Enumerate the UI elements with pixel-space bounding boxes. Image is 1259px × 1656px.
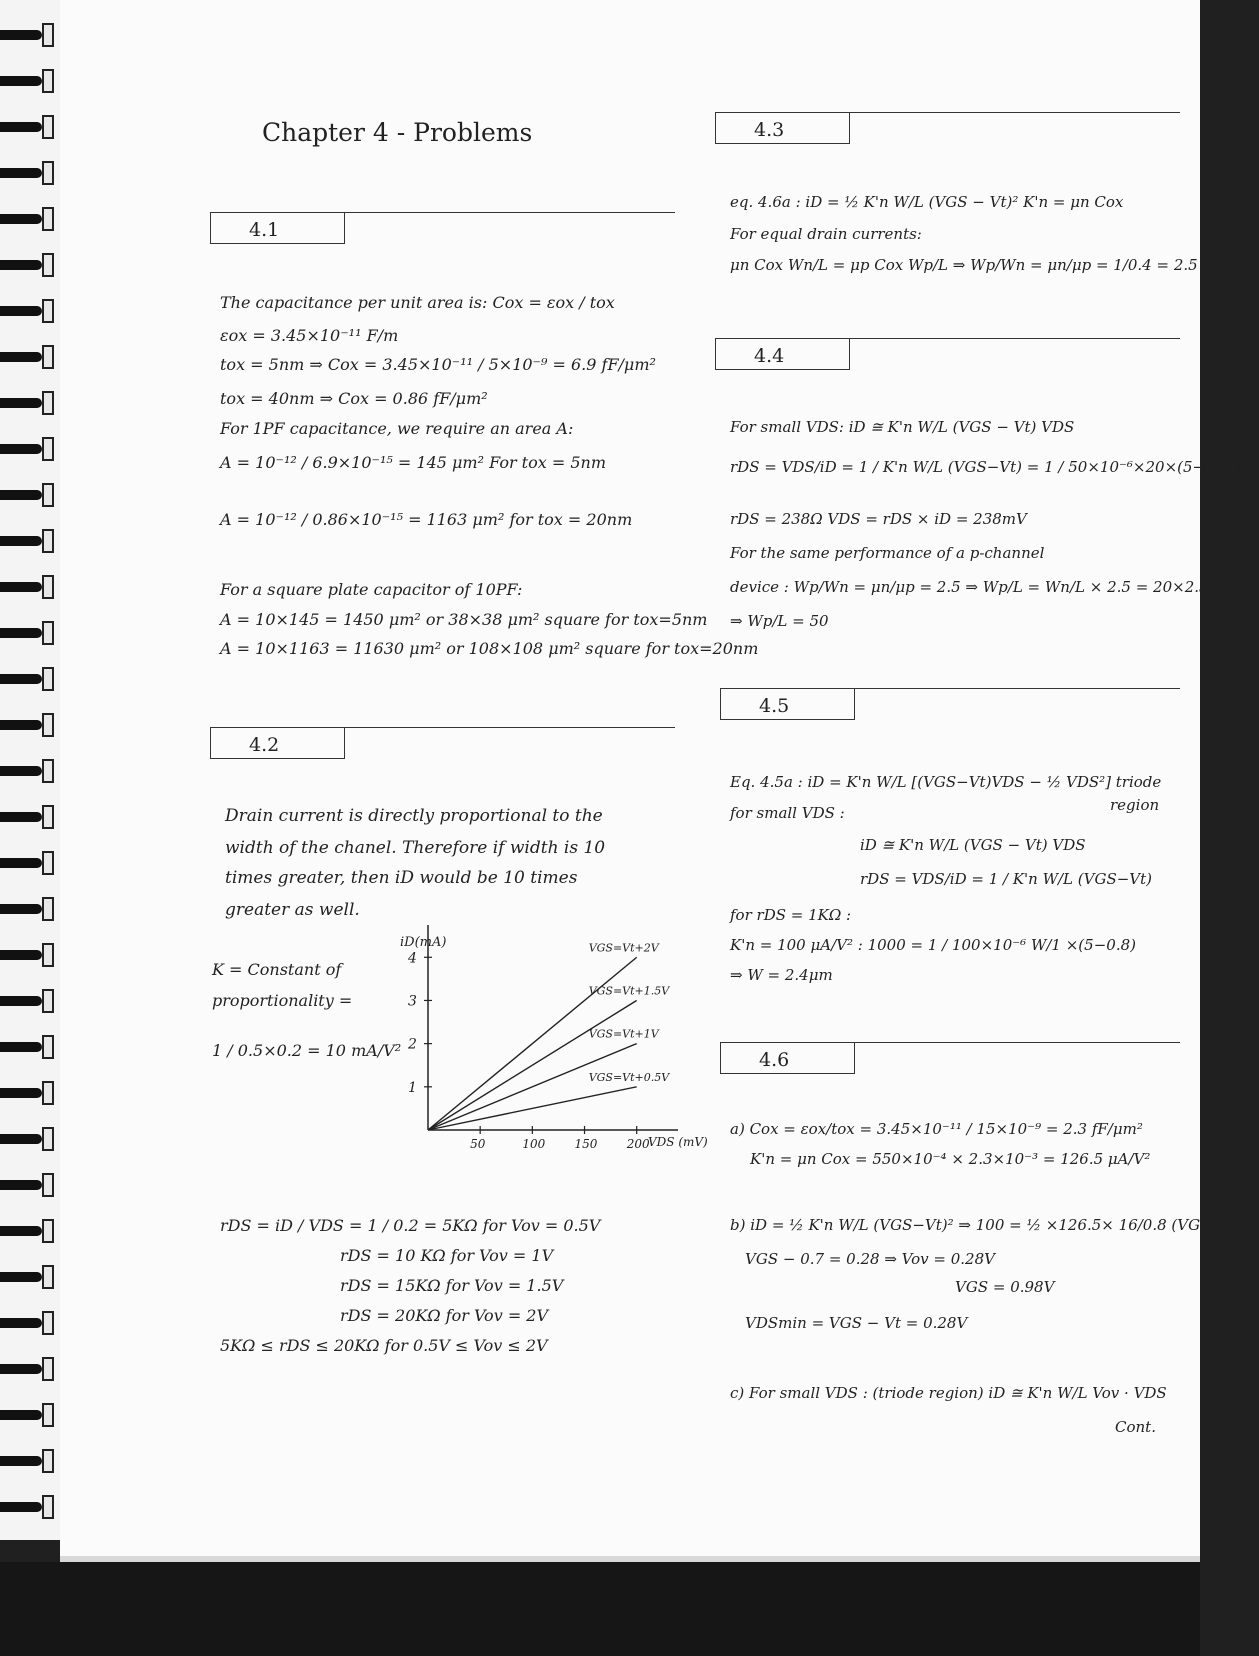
page-title: Chapter 4 - Problems	[262, 118, 533, 147]
problem-box-4-5	[720, 688, 855, 720]
problem-label: 4.3	[754, 119, 785, 141]
handwritten-line: For small VDS: iD ≅ K'n W/L (VGS − Vt) VDS	[730, 418, 1075, 436]
binding-ring	[0, 1364, 42, 1374]
binding-ring	[0, 260, 42, 270]
divider-line	[855, 1042, 1180, 1043]
binding-ring	[0, 30, 42, 40]
handwritten-line: rDS = 238Ω VDS = rDS × iD = 238mV	[730, 510, 1027, 528]
handwritten-line: c) For small VDS : (triode region) iD ≅ K'n W/L Vov · VDS	[730, 1384, 1167, 1402]
scan-background	[0, 1562, 1200, 1656]
binding-ring	[0, 674, 42, 684]
problem-label: 4.1	[249, 219, 280, 241]
binding-ring	[0, 352, 42, 362]
binding-ring	[0, 1318, 42, 1328]
divider-line	[855, 688, 1180, 689]
binding-ring	[0, 444, 42, 454]
y-tick-label: 1	[408, 1079, 417, 1096]
handwritten-line: εox = 3.45×10⁻¹¹ F/m	[220, 326, 399, 345]
x-tick-label: 50	[470, 1137, 486, 1151]
binding-ring	[0, 122, 42, 132]
handwritten-line: The capacitance per unit area is: Cox = εox / tox	[220, 293, 615, 312]
divider-line	[345, 212, 675, 213]
handwritten-line: VGS = 0.98V	[955, 1278, 1055, 1296]
handwritten-line: rDS = 10 KΩ for Vov = 1V	[340, 1246, 554, 1265]
handwritten-line: For 1PF capacitance, we require an area A:	[220, 419, 574, 438]
handwritten-line: For a square plate capacitor of 10PF:	[220, 580, 523, 599]
binding-ring	[0, 812, 42, 822]
binding-ring	[0, 1042, 42, 1052]
handwritten-line: rDS = iD / VDS = 1 / 0.2 = 5KΩ for Vov = 0.5V	[220, 1216, 601, 1235]
series-label: VGS=Vt+2V	[588, 941, 659, 955]
problem-box-4-1	[210, 212, 345, 244]
binding-ring	[0, 858, 42, 868]
handwritten-line: K = Constant of	[212, 960, 342, 979]
id-vds-graph	[370, 930, 708, 1180]
handwritten-line: region	[1110, 796, 1160, 814]
series-line	[428, 1044, 637, 1130]
problem-box-4-6	[720, 1042, 855, 1074]
handwritten-line: width of the chanel. Therefore if width is 10	[225, 838, 606, 858]
handwritten-line: rDS = VDS/iD = 1 / K'n W/L (VGS−Vt) = 1 / 50×10⁻⁶×20×(5−0.8)	[730, 458, 1235, 476]
binding-ring	[0, 536, 42, 546]
problem-label: 4.4	[754, 345, 785, 367]
handwritten-line: b) iD = ½ K'n W/L (VGS−Vt)² ⇒ 100 = ½ ×126.5× 16/0.8 (VGS−0.7)²	[730, 1216, 1259, 1234]
problem-label: 4.2	[249, 734, 280, 756]
x-tick-label: 150	[574, 1137, 598, 1151]
binding-ring	[0, 720, 42, 730]
series-label: VGS=Vt+0.5V	[588, 1070, 670, 1084]
handwritten-line: A = 10×145 = 1450 μm² or 38×38 μm² square for tox=5nm	[220, 610, 708, 629]
y-axis-label: iD(mA)	[400, 935, 447, 950]
binding-ring	[0, 904, 42, 914]
binding-ring	[0, 1088, 42, 1098]
binding-ring	[0, 1502, 42, 1512]
x-axis-label: VDS (mV)	[648, 1135, 708, 1149]
handwritten-line: A = 10⁻¹² / 0.86×10⁻¹⁵ = 1163 μm² for tox = 20nm	[220, 510, 633, 529]
series-line	[428, 1000, 637, 1130]
handwritten-line: 5KΩ ≤ rDS ≤ 20KΩ for 0.5V ≤ Vov ≤ 2V	[220, 1336, 548, 1355]
problem-box-4-3	[715, 112, 850, 144]
handwritten-line: times greater, then iD would be 10 times	[225, 868, 578, 888]
y-tick-label: 3	[408, 993, 417, 1010]
problem-label: 4.6	[759, 1049, 790, 1071]
binding-ring	[0, 1226, 42, 1236]
problem-box-4-2	[210, 727, 345, 759]
handwritten-line: iD ≅ K'n W/L (VGS − Vt) VDS	[860, 836, 1086, 854]
handwritten-line: For equal drain currents:	[730, 225, 922, 243]
handwritten-line: For the same performance of a p-channel	[730, 544, 1045, 562]
binding-ring	[0, 398, 42, 408]
binding-ring	[0, 490, 42, 500]
handwritten-line: K'n = μn Cox = 550×10⁻⁴ × 2.3×10⁻³ = 126.5 μA/V²	[750, 1150, 1151, 1168]
binding-ring	[0, 582, 42, 592]
series-label: VGS=Vt+1V	[588, 1027, 659, 1041]
handwritten-line: proportionality =	[212, 991, 353, 1010]
binding-ring	[0, 168, 42, 178]
handwritten-line: rDS = 20KΩ for Vov = 2V	[340, 1306, 549, 1325]
handwritten-line: VDSmin = VGS − Vt = 0.28V	[745, 1314, 968, 1332]
handwritten-line: VGS − 0.7 = 0.28 ⇒ Vov = 0.28V	[745, 1250, 995, 1268]
y-tick-label: 4	[408, 950, 417, 967]
series-line	[428, 957, 637, 1130]
handwritten-line: Eq. 4.5a : iD = K'n W/L [(VGS−Vt)VDS − ½ VDS²] triode	[730, 773, 1162, 791]
divider-line	[850, 338, 1180, 339]
handwritten-line: for rDS = 1KΩ :	[730, 906, 852, 924]
handwritten-line: K'n = 100 μA/V² : 1000 = 1 / 100×10⁻⁶ W/1 ×(5−0.8)	[730, 936, 1136, 954]
handwritten-line: tox = 40nm ⇒ Cox = 0.86 fF/μm²	[220, 389, 488, 408]
handwritten-line: rDS = VDS/iD = 1 / K'n W/L (VGS−Vt)	[860, 870, 1153, 888]
x-tick-label: 200	[626, 1137, 650, 1151]
chart-svg	[370, 930, 708, 1180]
divider-line	[345, 727, 675, 728]
series-label: VGS=Vt+1.5V	[588, 984, 670, 998]
handwritten-line: ⇒ Wp/L = 50	[730, 612, 829, 630]
binding-ring	[0, 1456, 42, 1466]
handwritten-line: tox = 5nm ⇒ Cox = 3.45×10⁻¹¹ / 5×10⁻⁹ = 6.9 fF/μm²	[220, 355, 656, 374]
handwritten-line: A = 10⁻¹² / 6.9×10⁻¹⁵ = 145 μm² For tox = 5nm	[220, 453, 606, 472]
binding-ring	[0, 1272, 42, 1282]
handwritten-line: Drain current is directly proportional to the	[225, 806, 603, 826]
binding-ring	[0, 766, 42, 776]
handwritten-line: rDS = 15KΩ for Vov = 1.5V	[340, 1276, 564, 1295]
handwritten-line: μn Cox Wn/L = μp Cox Wp/L ⇒ Wp/Wn = μn/μp = 1/0.4 = 2.5	[730, 256, 1198, 274]
handwritten-line: a) Cox = εox/tox = 3.45×10⁻¹¹ / 15×10⁻⁹ = 2.3 fF/μm²	[730, 1120, 1143, 1138]
handwritten-line: for small VDS :	[730, 804, 845, 822]
series-line	[428, 1087, 637, 1130]
binding-ring	[0, 306, 42, 316]
handwritten-line: A = 10×1163 = 11630 μm² or 108×108 μm² square for tox=20nm	[220, 639, 759, 658]
binding-ring	[0, 950, 42, 960]
binding-ring	[0, 214, 42, 224]
handwritten-line: ⇒ W = 2.4μm	[730, 966, 833, 984]
binding-ring	[0, 76, 42, 86]
divider-line	[850, 112, 1180, 113]
handwritten-line: device : Wp/Wn = μn/μp = 2.5 ⇒ Wp/L = Wn/L × 2.5 = 20×2.5	[730, 578, 1209, 596]
binding-ring	[0, 996, 42, 1006]
binding-ring	[0, 1134, 42, 1144]
handwritten-line: Cont.	[1115, 1418, 1156, 1436]
handwritten-line: 1 / 0.5×0.2 = 10 mA/V²	[212, 1041, 402, 1060]
handwritten-line: eq. 4.6a : iD = ½ K'n W/L (VGS − Vt)² K'n = μn Cox	[730, 193, 1124, 211]
binding-ring	[0, 1180, 42, 1190]
x-tick-label: 100	[522, 1137, 546, 1151]
binding-ring	[0, 628, 42, 638]
problem-box-4-4	[715, 338, 850, 370]
handwritten-line: greater as well.	[225, 900, 360, 920]
binding-ring	[0, 1410, 42, 1420]
y-tick-label: 2	[408, 1036, 417, 1053]
problem-label: 4.5	[759, 695, 790, 717]
